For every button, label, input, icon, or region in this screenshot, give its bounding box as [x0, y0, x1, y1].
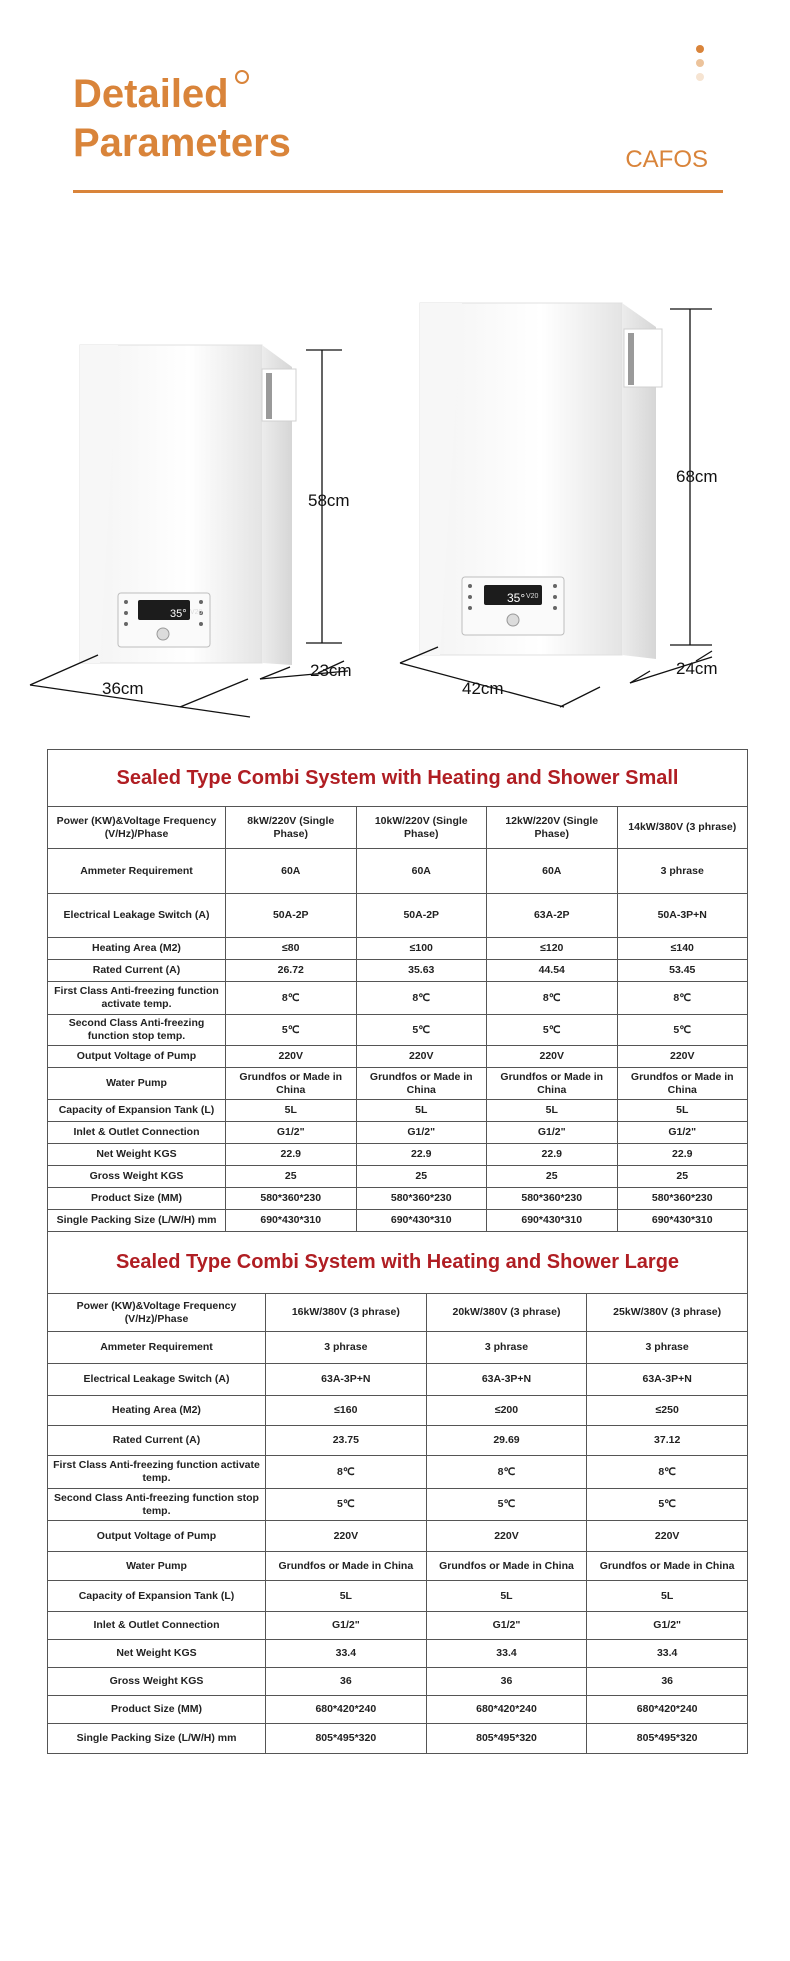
table-cell: 60A — [226, 849, 357, 894]
row-label: Product Size (MM) — [48, 1696, 266, 1724]
table-cell: 22.9 — [226, 1144, 357, 1166]
row-label: Water Pump — [48, 1552, 266, 1581]
boiler-illustration — [0, 295, 790, 725]
table-row — [48, 1068, 748, 1100]
row-label: Net Weight KGS — [48, 1640, 266, 1668]
table-row — [48, 1144, 748, 1166]
small-display-temp: 35° — [170, 608, 187, 620]
row-label: Rated Current (A) — [48, 1426, 266, 1456]
table-cell: 37.12 — [587, 1426, 748, 1456]
table-cell: 5℃ — [617, 1015, 748, 1046]
table-cell: 5℃ — [587, 1489, 748, 1521]
table-row — [48, 1456, 748, 1489]
table-cell: 5L — [426, 1581, 587, 1612]
table-cell: 10kW/220V (Single Phase) — [356, 807, 487, 849]
table-cell: G1/2" — [617, 1122, 748, 1144]
small-boiler-unit — [80, 345, 296, 665]
table-cell: 25 — [226, 1166, 357, 1188]
table-cell: 33.4 — [426, 1640, 587, 1668]
small-depth-label: 23cm — [310, 661, 352, 680]
table-cell: 53.45 — [617, 960, 748, 982]
table-cell: 220V — [617, 1046, 748, 1068]
table-row — [48, 1426, 748, 1456]
row-label: First Class Anti-freezing function activate temp. — [48, 982, 226, 1015]
table-row — [48, 1668, 748, 1696]
table-cell: 25 — [487, 1166, 618, 1188]
table-cell: 33.4 — [587, 1640, 748, 1668]
table-cell: 5℃ — [266, 1489, 427, 1521]
table-row — [48, 849, 748, 894]
table-row — [48, 1396, 748, 1426]
small-display-right: V20 — [190, 609, 203, 616]
table-cell: 220V — [587, 1521, 748, 1552]
table-cell: 22.9 — [356, 1144, 487, 1166]
table-row — [48, 1332, 748, 1364]
table-cell: G1/2" — [426, 1612, 587, 1640]
table-cell: 5L — [587, 1581, 748, 1612]
table-cell: 60A — [487, 849, 618, 894]
table-row — [48, 1166, 748, 1188]
row-label: Gross Weight KGS — [48, 1166, 226, 1188]
table-row — [48, 1294, 748, 1332]
table-cell: Grundfos or Made in China — [587, 1552, 748, 1581]
table-cell: 26.72 — [226, 960, 357, 982]
table-cell: 580*360*230 — [617, 1188, 748, 1210]
table-cell: 690*430*310 — [356, 1210, 487, 1232]
row-label: Capacity of Expansion Tank (L) — [48, 1581, 266, 1612]
table-cell: 5L — [356, 1100, 487, 1122]
row-label: Output Voltage of Pump — [48, 1521, 266, 1552]
table-cell: Grundfos or Made in China — [426, 1552, 587, 1581]
table-cell: 25 — [617, 1166, 748, 1188]
table-cell: 220V — [226, 1046, 357, 1068]
table-cell: 580*360*230 — [356, 1188, 487, 1210]
table-row — [48, 1015, 748, 1046]
table-cell: 8℃ — [587, 1456, 748, 1489]
small-width-label: 36cm — [102, 679, 144, 698]
row-label: Electrical Leakage Switch (A) — [48, 1364, 266, 1396]
table-cell: 8kW/220V (Single Phase) — [226, 807, 357, 849]
row-label: Rated Current (A) — [48, 960, 226, 982]
table-cell: 5℃ — [487, 1015, 618, 1046]
table-cell: 63A-3P+N — [426, 1364, 587, 1396]
table-row — [48, 1612, 748, 1640]
table-cell: 16kW/380V (3 phrase) — [266, 1294, 427, 1332]
table-cell: 5L — [487, 1100, 618, 1122]
large-width-label: 42cm — [462, 679, 504, 698]
table-cell: 22.9 — [487, 1144, 618, 1166]
table-cell: 5L — [266, 1581, 427, 1612]
table-cell: 8℃ — [487, 982, 618, 1015]
table-cell: 14kW/380V (3 phrase) — [617, 807, 748, 849]
table-cell: 805*495*320 — [587, 1724, 748, 1754]
row-label: Heating Area (M2) — [48, 1396, 266, 1426]
row-label: First Class Anti-freezing function activate temp. — [48, 1456, 266, 1489]
dots-decoration-icon — [696, 45, 704, 87]
table-cell: G1/2" — [587, 1612, 748, 1640]
table-row — [48, 960, 748, 982]
table-cell: ≤120 — [487, 938, 618, 960]
large-boiler-unit — [420, 303, 662, 659]
table-cell: 25 — [356, 1166, 487, 1188]
table-cell: Grundfos or Made in China — [356, 1068, 487, 1100]
table-cell: 5L — [617, 1100, 748, 1122]
row-label: Net Weight KGS — [48, 1144, 226, 1166]
large-display-right: V20 — [526, 593, 539, 600]
table-cell: G1/2" — [266, 1612, 427, 1640]
table-cell: 690*430*310 — [617, 1210, 748, 1232]
table-cell: 25kW/380V (3 phrase) — [587, 1294, 748, 1332]
table-cell: ≤200 — [426, 1396, 587, 1426]
large-table-caption: Sealed Type Combi System with Heating and Shower Large — [48, 1232, 748, 1294]
table-cell: Grundfos or Made in China — [266, 1552, 427, 1581]
table-cell: 220V — [266, 1521, 427, 1552]
table-row — [48, 1521, 748, 1552]
table-cell: 44.54 — [487, 960, 618, 982]
table-cell: Grundfos or Made in China — [226, 1068, 357, 1100]
table-cell: 580*360*230 — [487, 1188, 618, 1210]
table-cell: 5℃ — [226, 1015, 357, 1046]
table-cell: 60A — [356, 849, 487, 894]
small-table-caption: Sealed Type Combi System with Heating and Shower Small — [48, 750, 748, 807]
large-depth-label: 24cm — [676, 659, 718, 678]
row-label: Inlet & Outlet Connection — [48, 1122, 226, 1144]
title-line-2: Parameters — [73, 121, 291, 165]
table-cell: 12kW/220V (Single Phase) — [487, 807, 618, 849]
row-label: Ammeter Requirement — [48, 1332, 266, 1364]
table-cell: 680*420*240 — [426, 1696, 587, 1724]
table-cell: 36 — [426, 1668, 587, 1696]
table-cell: 22.9 — [617, 1144, 748, 1166]
table-cell: 63A-2P — [487, 894, 618, 938]
table-row — [48, 1188, 748, 1210]
table-cell: 63A-3P+N — [587, 1364, 748, 1396]
table-cell: ≤140 — [617, 938, 748, 960]
table-cell: 220V — [356, 1046, 487, 1068]
table-row — [48, 1552, 748, 1581]
table-cell: 690*430*310 — [226, 1210, 357, 1232]
table-cell: 3 phrase — [426, 1332, 587, 1364]
table-cell: 36 — [266, 1668, 427, 1696]
row-label: Ammeter Requirement — [48, 849, 226, 894]
row-label: Single Packing Size (L/W/H) mm — [48, 1210, 226, 1232]
table-row — [48, 1122, 748, 1144]
parameters-tables — [47, 749, 748, 1754]
table-cell: 5℃ — [426, 1489, 587, 1521]
large-spec-table — [47, 1231, 748, 1754]
table-row — [48, 1489, 748, 1521]
table-cell: 3 phrase — [617, 849, 748, 894]
table-cell: G1/2" — [226, 1122, 357, 1144]
table-cell: 33.4 — [266, 1640, 427, 1668]
table-cell: 580*360*230 — [226, 1188, 357, 1210]
row-label: Water Pump — [48, 1068, 226, 1100]
table-cell: ≤100 — [356, 938, 487, 960]
large-display-temp: 35° — [507, 591, 526, 605]
circle-icon — [235, 70, 249, 84]
product-dimension-drawing — [0, 295, 790, 725]
table-cell: 8℃ — [356, 982, 487, 1015]
table-cell: 5℃ — [356, 1015, 487, 1046]
table-row — [48, 894, 748, 938]
table-cell: 8℃ — [266, 1456, 427, 1489]
table-cell: G1/2" — [356, 1122, 487, 1144]
table-cell: 680*420*240 — [587, 1696, 748, 1724]
table-cell: 8℃ — [617, 982, 748, 1015]
table-cell: 8℃ — [426, 1456, 587, 1489]
row-label: Gross Weight KGS — [48, 1668, 266, 1696]
table-cell: 50A-3P+N — [617, 894, 748, 938]
table-cell: ≤80 — [226, 938, 357, 960]
table-cell: 20kW/380V (3 phrase) — [426, 1294, 587, 1332]
table-row — [48, 1364, 748, 1396]
table-row — [48, 1046, 748, 1068]
table-cell: ≤250 — [587, 1396, 748, 1426]
page-title — [73, 70, 291, 168]
row-label: Power (KW)&Voltage Frequency (V/Hz)/Phase — [48, 1294, 266, 1332]
row-label: Second Class Anti-freezing function stop temp. — [48, 1489, 266, 1521]
table-cell: 29.69 — [426, 1426, 587, 1456]
large-height-label: 68cm — [676, 467, 718, 486]
table-row — [48, 1581, 748, 1612]
table-cell: 36 — [587, 1668, 748, 1696]
table-row — [48, 938, 748, 960]
table-cell: 23.75 — [266, 1426, 427, 1456]
table-row — [48, 1100, 748, 1122]
table-row — [48, 1696, 748, 1724]
table-cell: 5L — [226, 1100, 357, 1122]
table-cell: 805*495*320 — [426, 1724, 587, 1754]
table-cell: Grundfos or Made in China — [487, 1068, 618, 1100]
row-label: Product Size (MM) — [48, 1188, 226, 1210]
table-cell: 50A-2P — [226, 894, 357, 938]
row-label: Output Voltage of Pump — [48, 1046, 226, 1068]
table-cell: G1/2" — [487, 1122, 618, 1144]
table-cell: 220V — [426, 1521, 587, 1552]
table-row — [48, 1640, 748, 1668]
table-cell: 680*420*240 — [266, 1696, 427, 1724]
table-cell: Grundfos or Made in China — [617, 1068, 748, 1100]
table-cell: 805*495*320 — [266, 1724, 427, 1754]
brand-name: CAFOS — [625, 146, 708, 173]
table-cell: 35.63 — [356, 960, 487, 982]
row-label: Capacity of Expansion Tank (L) — [48, 1100, 226, 1122]
row-label: Electrical Leakage Switch (A) — [48, 894, 226, 938]
row-label: Single Packing Size (L/W/H) mm — [48, 1724, 266, 1754]
row-label: Power (KW)&Voltage Frequency (V/Hz)/Phase — [48, 807, 226, 849]
table-cell: 8℃ — [226, 982, 357, 1015]
small-height-label: 58cm — [308, 491, 350, 510]
table-row — [48, 982, 748, 1015]
table-cell: 63A-3P+N — [266, 1364, 427, 1396]
table-cell: 50A-2P — [356, 894, 487, 938]
table-row — [48, 1210, 748, 1232]
table-cell: 690*430*310 — [487, 1210, 618, 1232]
row-label: Heating Area (M2) — [48, 938, 226, 960]
table-cell: 3 phrase — [587, 1332, 748, 1364]
row-label: Inlet & Outlet Connection — [48, 1612, 266, 1640]
table-cell: 220V — [487, 1046, 618, 1068]
table-row — [48, 807, 748, 849]
table-cell: 3 phrase — [266, 1332, 427, 1364]
table-row — [48, 1724, 748, 1754]
header-divider — [73, 190, 723, 193]
table-cell: ≤160 — [266, 1396, 427, 1426]
row-label: Second Class Anti-freezing function stop temp. — [48, 1015, 226, 1046]
title-line-1: Detailed — [73, 72, 229, 116]
small-spec-table — [47, 749, 748, 1232]
